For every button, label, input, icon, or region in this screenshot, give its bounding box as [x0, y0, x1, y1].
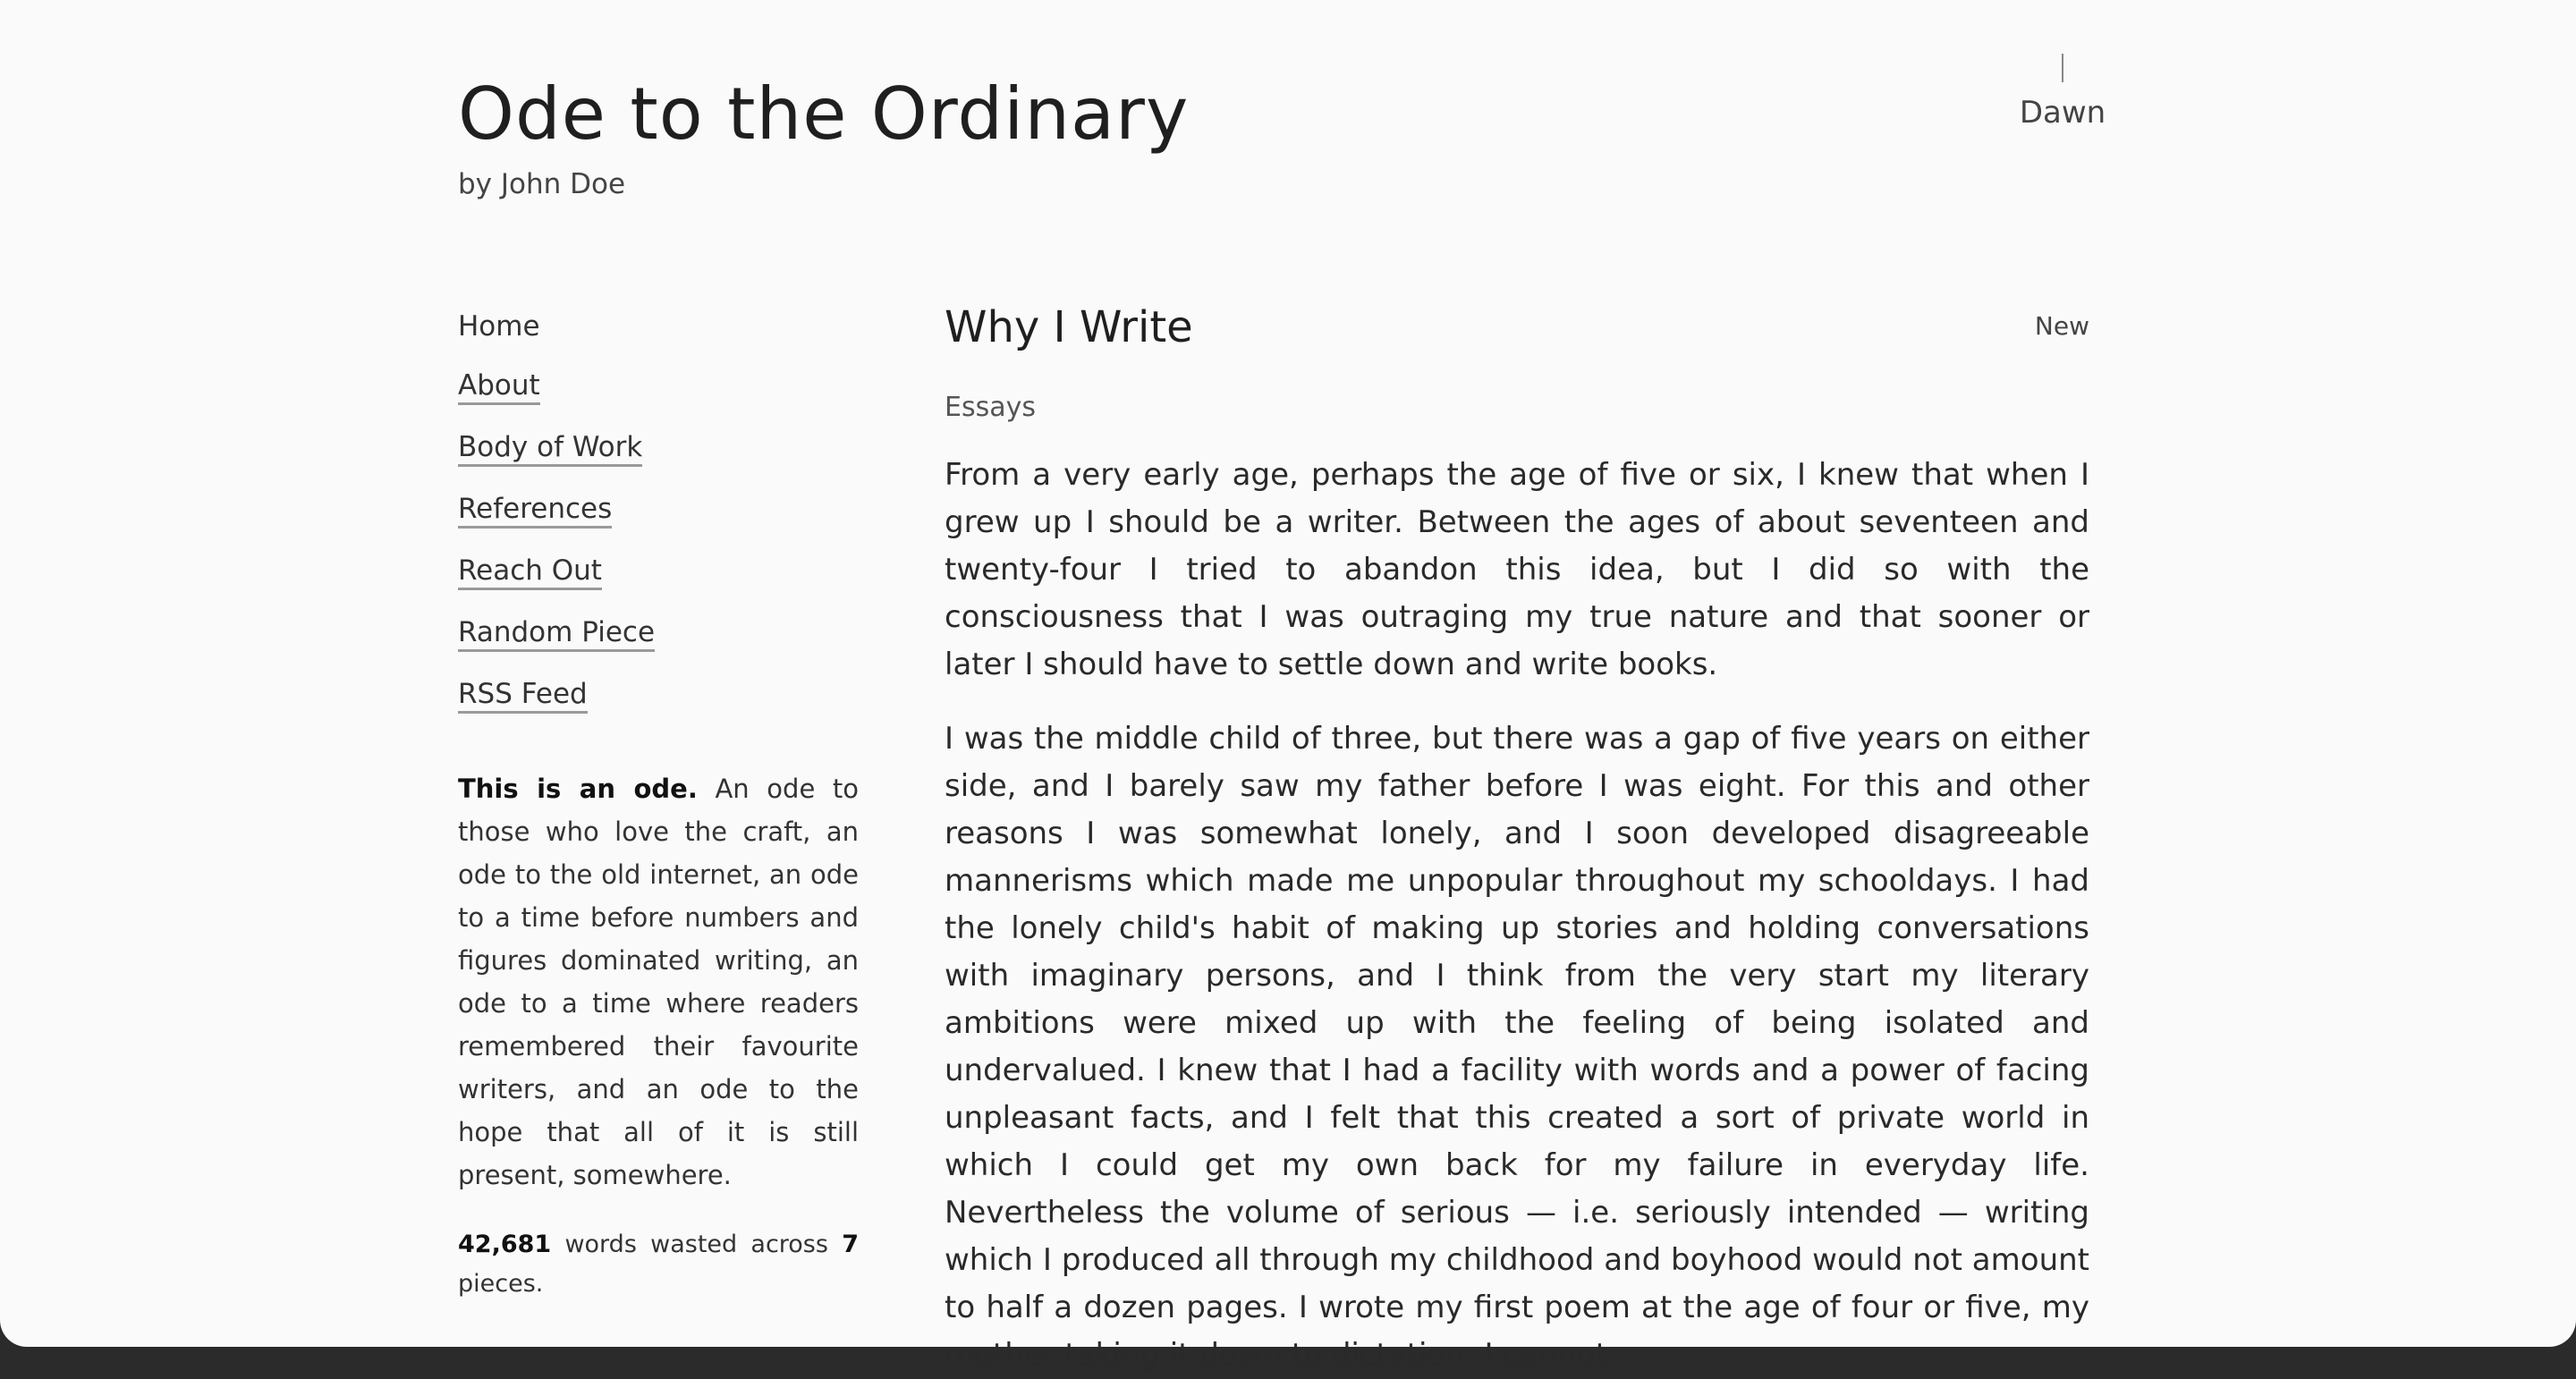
article-paragraph: I was the middle child of three, but there was a gap of five years on either side, and I barely saw my father before I was eight. For this and other reasons I was somewhat lonely, and I soon developed disagreeable mannerisms which made me unpopular throughout my schooldays. I had the lonely child's habit of making up stories and holding conversations with imaginary persons, and I think from the very start my literary ambitions were mixed up with the feeling of being isolated and undervalued. I knew that I had a facility with words and a power of facing unpleasant facts, and I felt that this created a sort of private world in which I could get my own back for my failure in everyday life. Nevertheless the volume of serious — i.e. seriously intended — writing which I produced all through my childhood and boyhood would not amount to half a dozen pages. I wrote my first poem at the age of four or five, my mother taking it down to dictation. I cannot — [945, 721, 2089, 1373]
stats-middle: words wasted across — [564, 1231, 828, 1258]
site-stats — [458, 1225, 859, 1304]
article — [945, 295, 2089, 1379]
theme-toggle-label: Dawn — [2019, 95, 2106, 131]
stats-piece-count: 7 — [842, 1231, 859, 1258]
theme-toggle-indicator — [2062, 54, 2063, 82]
theme-toggle[interactable] — [2009, 54, 2116, 131]
site-byline: by John Doe — [458, 168, 626, 200]
nav-item-reach-out[interactable]: Reach Out — [458, 555, 602, 590]
blurb-lead: This is an ode. — [458, 774, 698, 804]
new-badge: New — [2034, 311, 2089, 341]
nav-item-random-piece[interactable]: Random Piece — [458, 617, 655, 652]
article-category[interactable]: Essays — [945, 392, 1036, 423]
article-title[interactable]: Why I Write — [945, 302, 1193, 352]
stats-word-count: 42,681 — [458, 1231, 552, 1258]
nav-item-about[interactable]: About — [458, 370, 540, 405]
site-title[interactable]: Ode to the Ordinary — [458, 72, 1190, 156]
blurb-text: An ode to those who love the craft, an ode to the old internet, an ode to a time before numbers and figures dominated writing, an ode to a time where readers remembered their favourite writers, and an ode to the hope that all of it is still present, somewhere. — [458, 774, 860, 1190]
nav-item-rss-feed[interactable]: RSS Feed — [458, 679, 588, 714]
stats-suffix: pieces. — [458, 1270, 544, 1298]
sidebar-nav — [458, 311, 860, 740]
nav-item-home[interactable]: Home — [458, 310, 540, 343]
article-paragraph: From a very early age, perhaps the age of five or six, I knew that when I grew up I should be a writer. Between the ages of about seventeen and twenty-four I tried to abandon this idea, but I did so with the consciousness that I was outraging my true nature and that sooner or later I should have to settle down and write books. — [945, 457, 2089, 682]
site-blurb — [458, 767, 859, 1197]
nav-item-references[interactable]: References — [458, 494, 612, 529]
nav-item-body-of-work[interactable]: Body of Work — [458, 432, 642, 467]
